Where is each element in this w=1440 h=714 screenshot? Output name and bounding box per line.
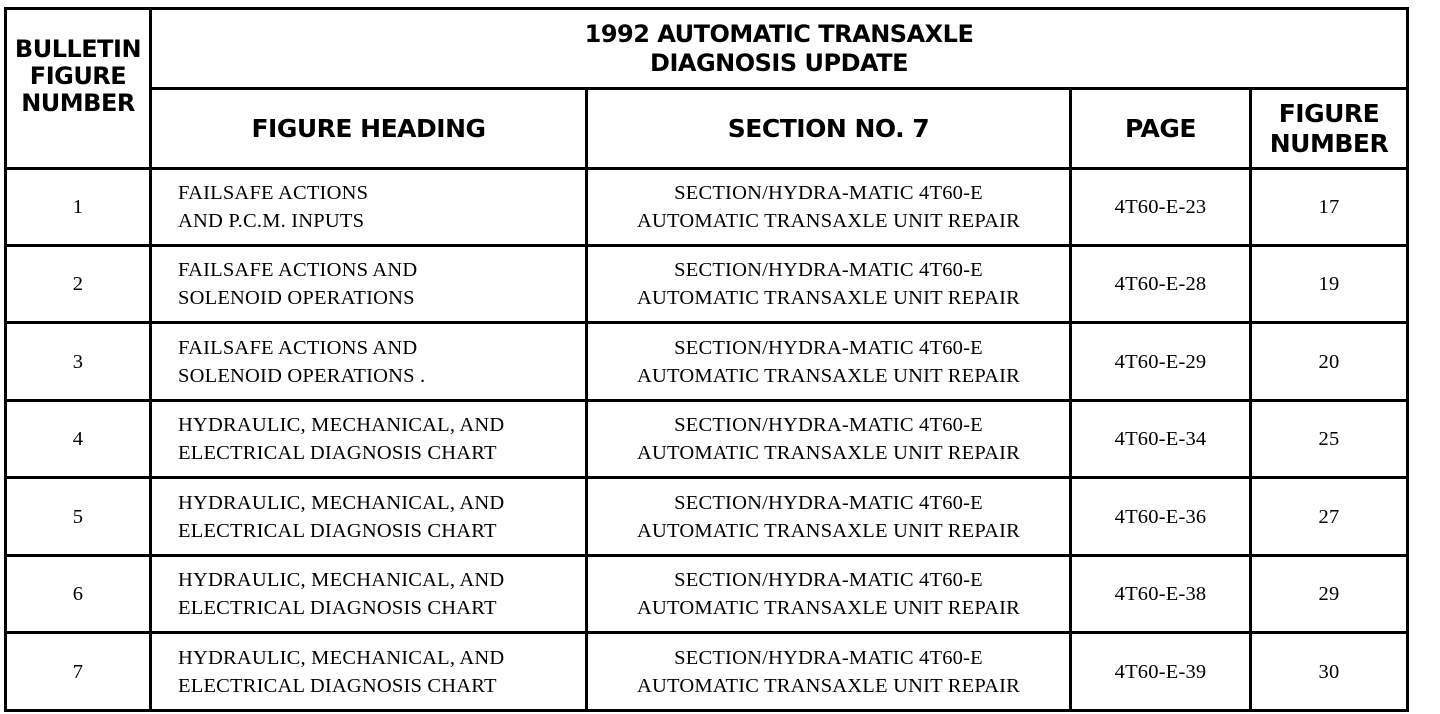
section-line: AUTOMATIC TRANSAXLE UNIT REPAIR — [636, 364, 1021, 387]
section-line: AUTOMATIC TRANSAXLE UNIT REPAIR — [636, 519, 1021, 542]
figure-number-cell: 19 — [1251, 246, 1408, 323]
header-line: FIGURE — [29, 62, 127, 90]
title-line: 1992 AUTOMATIC TRANSAXLE — [584, 19, 974, 48]
title-line: DIAGNOSIS UPDATE — [650, 48, 908, 77]
page-cell: 4T60-E-28 — [1071, 246, 1251, 323]
figure-heading-cell — [151, 633, 587, 711]
bulletin-number-cell: 5 — [6, 478, 151, 556]
section-line: SECTION/HYDRA-MATIC 4T60-E — [674, 491, 983, 514]
page-cell: 4T60-E-38 — [1071, 556, 1251, 633]
bulletin-number-cell: 6 — [6, 556, 151, 633]
heading-line: AND P.C.M. INPUTS — [178, 210, 365, 232]
section-header: SECTION NO. 7 — [587, 89, 1071, 169]
section-line: AUTOMATIC TRANSAXLE UNIT REPAIR — [636, 442, 1021, 464]
section-cell — [587, 246, 1071, 323]
section-line: AUTOMATIC TRANSAXLE UNIT REPAIR — [636, 210, 1021, 232]
heading-line: FAILSAFE ACTIONS — [178, 182, 369, 204]
figure-number-cell: 25 — [1251, 401, 1408, 478]
section-line: SECTION/HYDRA-MATIC 4T60-E — [674, 182, 983, 204]
figure-heading-cell — [151, 246, 587, 323]
bulletin-table — [4, 7, 1409, 712]
figure-number-cell: 29 — [1251, 556, 1408, 633]
figure-heading-cell — [151, 169, 587, 246]
figure-heading-cell — [151, 401, 587, 478]
table-row — [6, 323, 1408, 401]
page-cell: 4T60-E-39 — [1071, 633, 1251, 711]
bulletin-number-cell: 7 — [6, 633, 151, 711]
section-cell — [587, 556, 1071, 633]
figure-heading-cell — [151, 478, 587, 556]
section-line: SECTION/HYDRA-MATIC 4T60-E — [674, 414, 983, 436]
section-line: SECTION/HYDRA-MATIC 4T60-E — [674, 336, 983, 359]
bulletin-table-sheet — [4, 7, 1406, 711]
page-cell: 4T60-E-36 — [1071, 478, 1251, 556]
page-cell: 4T60-E-29 — [1071, 323, 1251, 401]
heading-line: FAILSAFE ACTIONS AND — [178, 336, 418, 359]
table-row — [6, 401, 1408, 478]
section-cell — [587, 169, 1071, 246]
table-row — [6, 478, 1408, 556]
heading-line: HYDRAULIC, MECHANICAL, AND — [178, 646, 505, 669]
section-cell — [587, 401, 1071, 478]
heading-line: ELECTRICAL DIAGNOSIS CHART — [178, 442, 497, 464]
section-line: AUTOMATIC TRANSAXLE UNIT REPAIR — [636, 674, 1021, 697]
figure-heading-header: FIGURE HEADING — [151, 89, 587, 169]
page-cell: 4T60-E-23 — [1071, 169, 1251, 246]
title-row — [6, 9, 1408, 89]
header-line: FIGURE — [1278, 98, 1380, 128]
section-cell — [587, 633, 1071, 711]
table-row — [6, 246, 1408, 323]
bulletin-figure-number-header — [6, 9, 151, 169]
heading-line: SOLENOID OPERATIONS — [178, 287, 415, 309]
section-line: SECTION/HYDRA-MATIC 4T60-E — [674, 259, 983, 281]
page-header: PAGE — [1071, 89, 1251, 169]
figure-heading-cell — [151, 556, 587, 633]
figure-heading-cell — [151, 323, 587, 401]
bulletin-number-cell: 1 — [6, 169, 151, 246]
figure-number-header — [1251, 89, 1408, 169]
heading-line: HYDRAULIC, MECHANICAL, AND — [178, 569, 505, 591]
table-row — [6, 633, 1408, 711]
section-line: AUTOMATIC TRANSAXLE UNIT REPAIR — [636, 597, 1021, 619]
section-line: SECTION/HYDRA-MATIC 4T60-E — [674, 646, 983, 669]
table-row — [6, 556, 1408, 633]
section-line: SECTION/HYDRA-MATIC 4T60-E — [674, 569, 983, 591]
section-cell — [587, 478, 1071, 556]
header-line: NUMBER — [21, 89, 135, 117]
figure-number-cell: 20 — [1251, 323, 1408, 401]
section-line: AUTOMATIC TRANSAXLE UNIT REPAIR — [636, 287, 1021, 309]
bulletin-number-cell: 3 — [6, 323, 151, 401]
bulletin-number-cell: 2 — [6, 246, 151, 323]
table-row — [6, 169, 1408, 246]
table-title — [151, 9, 1408, 89]
column-header-row — [6, 89, 1408, 169]
section-cell — [587, 323, 1071, 401]
figure-number-cell: 27 — [1251, 478, 1408, 556]
heading-line: SOLENOID OPERATIONS . — [178, 364, 426, 387]
bulletin-number-cell: 4 — [6, 401, 151, 478]
heading-line: ELECTRICAL DIAGNOSIS CHART — [178, 597, 497, 619]
header-line: BULLETIN — [14, 35, 142, 63]
heading-line: ELECTRICAL DIAGNOSIS CHART — [178, 519, 497, 542]
header-line: NUMBER — [1269, 128, 1389, 158]
heading-line: ELECTRICAL DIAGNOSIS CHART — [178, 674, 497, 697]
page-cell: 4T60-E-34 — [1071, 401, 1251, 478]
heading-line: HYDRAULIC, MECHANICAL, AND — [178, 414, 505, 436]
figure-number-cell: 17 — [1251, 169, 1408, 246]
heading-line: HYDRAULIC, MECHANICAL, AND — [178, 491, 505, 514]
heading-line: FAILSAFE ACTIONS AND — [178, 259, 418, 281]
figure-number-cell: 30 — [1251, 633, 1408, 711]
